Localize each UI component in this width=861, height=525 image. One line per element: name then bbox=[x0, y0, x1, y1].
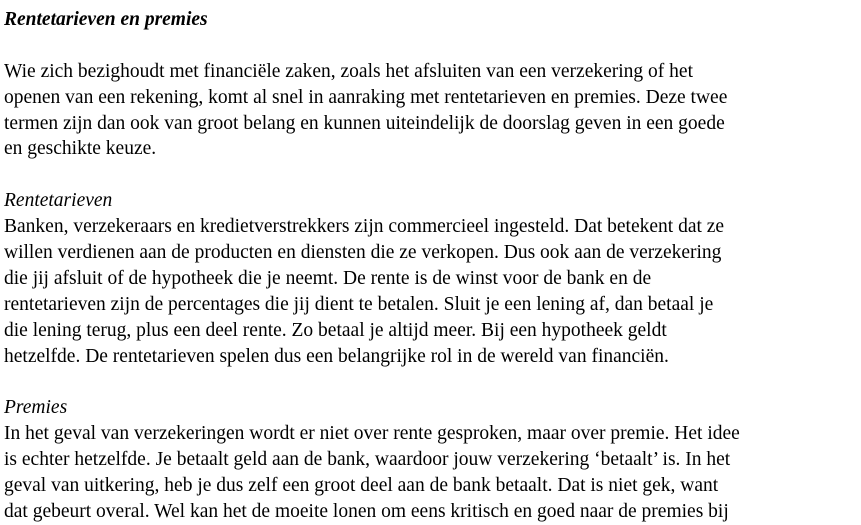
text-line: is echter hetzelfde. Je betaalt geld aan de bank, waardoor jouw verzekering ‘betaalt’ is. In het bbox=[4, 449, 731, 471]
rentetarieven-paragraph bbox=[4, 214, 854, 369]
text-line: openen van een rekening, komt al snel in aanraking met rentetarieven en premies. Deze twee bbox=[4, 86, 728, 108]
text-line: geval van uitkering, heb je dus zelf een groot deel aan de bank betaalt. Dat is niet gek, want bbox=[4, 475, 719, 497]
text-line: rentetarieven zijn de percentages die jij dient te betalen. Sluit je een lening af, dan betaal je bbox=[4, 293, 714, 315]
text-line: en geschikte keuze. bbox=[4, 138, 157, 160]
document-page bbox=[4, 7, 854, 525]
text-line: dat gebeurt overal. Wel kan het de moeite lonen om eens kritisch en goed naar de premies bij bbox=[4, 500, 729, 522]
text-line: willen verdienen aan de producten en diensten die ze verkopen. Dus ook aan de verzekering bbox=[4, 242, 722, 264]
section-heading-premies: Premies bbox=[4, 397, 68, 419]
text-line: die lening terug, plus een deel rente. Zo betaal je altijd meer. Bij een hypotheek geldt bbox=[4, 319, 667, 341]
spacer bbox=[4, 369, 854, 395]
section-heading-rentetarieven: Rentetarieven bbox=[4, 190, 113, 212]
text-line: Banken, verzekeraars en kredietverstrekkers zijn commercieel ingesteld. Dat betekent dat ze bbox=[4, 216, 725, 238]
spacer bbox=[4, 162, 854, 188]
text-line: termen zijn dan ook van groot belang en kunnen uiteindelijk de doorslag geven in een goede bbox=[4, 112, 725, 134]
text-line: Wie zich bezighoudt met financiële zaken, zoals het afsluiten van een verzekering of het bbox=[4, 60, 693, 82]
text-line: die jij afsluit of de hypotheek die je neemt. De rente is de winst voor de bank en de bbox=[4, 267, 652, 289]
spacer bbox=[4, 33, 854, 59]
document-title: Rentetarieven en premies bbox=[4, 9, 208, 30]
text-line: In het geval van verzekeringen wordt er niet over rente gesproken, maar over premie. Het idee bbox=[4, 423, 740, 445]
intro-paragraph bbox=[4, 59, 854, 163]
text-line: hetzelfde. De rentetarieven spelen dus een belangrijke rol in de wereld van financiën. bbox=[4, 345, 669, 367]
premies-paragraph bbox=[4, 421, 854, 525]
